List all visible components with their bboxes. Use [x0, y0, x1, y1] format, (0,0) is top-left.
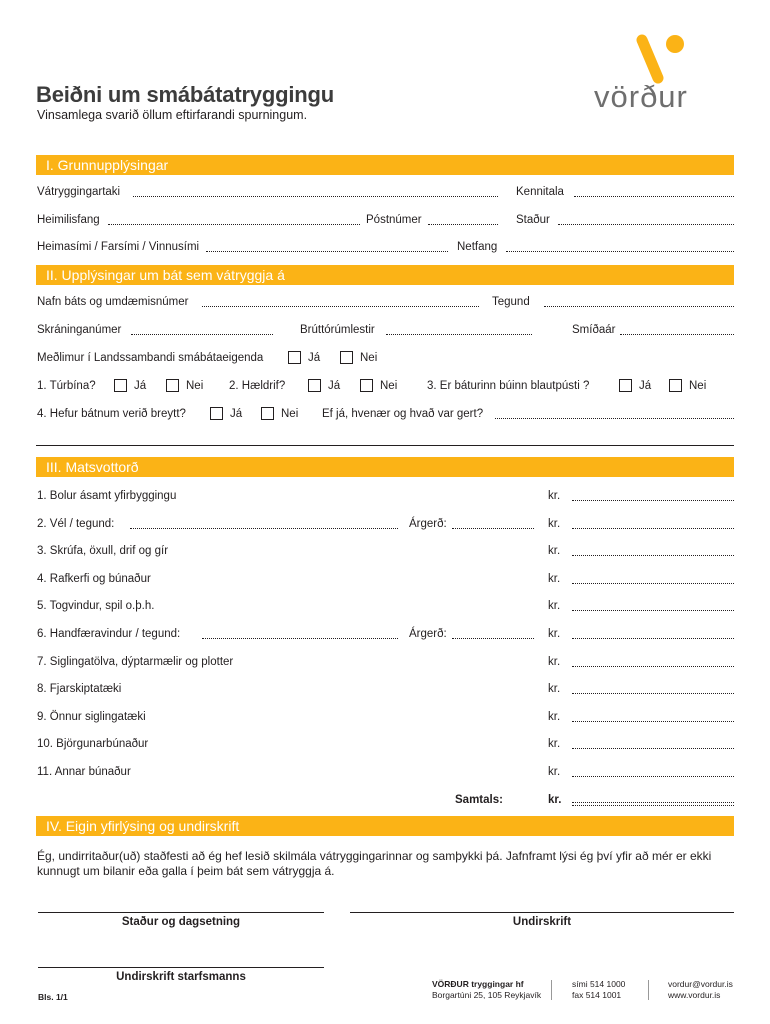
- matsvottord-amount-field[interactable]: [572, 638, 734, 639]
- label-breytt: 4. Hefur bátnum verið breytt?: [37, 408, 186, 420]
- samtals-kr: kr.: [548, 794, 562, 806]
- matsvottord-amount-field[interactable]: [572, 555, 734, 556]
- matsvottord-item-label: 3. Skrúfa, öxull, drif og gír: [37, 545, 169, 557]
- statement-line-2: kunnugt um bilanir eða galla í þeim bát sem vátryggja á.: [37, 864, 335, 878]
- medlimur-nei-label: Nei: [360, 352, 378, 364]
- turbina-ja-checkbox[interactable]: [114, 379, 127, 392]
- label-bruttorumlestir: Brúttórúmlestir: [300, 324, 375, 336]
- label-postnumer: Póstnúmer: [366, 214, 422, 226]
- label-turbina: 1. Túrbína?: [37, 380, 96, 392]
- label-kennitala: Kennitala: [516, 186, 564, 198]
- medlimur-ja-label: Já: [308, 352, 321, 364]
- label-heimilisfang: Heimilisfang: [37, 214, 100, 226]
- matsvottord-type-field[interactable]: [130, 528, 398, 529]
- matsvottord-item-label: 9. Önnur siglingatæki: [37, 711, 146, 723]
- stadur-field[interactable]: [558, 224, 734, 225]
- smidaar-field[interactable]: [620, 334, 734, 335]
- samtals-field-double: [572, 805, 734, 806]
- bruttorumlestir-field[interactable]: [386, 334, 532, 335]
- label-skraninganumer: Skráninganúmer: [37, 324, 122, 336]
- matsvottord-item-label: 11. Annar búnaður: [37, 766, 131, 778]
- section-heading-upplysingar-um-bat: II. Upplýsingar um bát sem vátryggja á: [36, 265, 734, 285]
- turbina-nei-label: Nei: [186, 380, 204, 392]
- footer-divider: [648, 980, 649, 1000]
- label-samtals: Samtals:: [455, 794, 503, 806]
- medlimur-ja-checkbox[interactable]: [288, 351, 301, 364]
- label-vatryggingartaki: Vátryggingartaki: [37, 186, 121, 198]
- matsvottord-kr-label: kr.: [548, 545, 561, 557]
- haeldrif-nei-checkbox[interactable]: [360, 379, 373, 392]
- matsvottord-kr-label: kr.: [548, 766, 561, 778]
- matsvottord-amount-field[interactable]: [572, 666, 734, 667]
- label-smidaar: Smíðaár: [572, 324, 616, 336]
- blautpust-nei-label: Nei: [689, 380, 707, 392]
- matsvottord-item-label: 10. Björgunarbúnaður: [37, 738, 149, 750]
- page-title: Beiðni um smábátatryggingu: [36, 82, 334, 107]
- vatryggingartaki-field[interactable]: [133, 196, 498, 197]
- label-medlimur: Meðlimur í Landssambandi smábátaeigenda: [37, 352, 264, 364]
- footer-email[interactable]: vordur@vordur.is: [668, 979, 733, 989]
- matsvottord-item-label: 4. Rafkerfi og búnaður: [37, 573, 151, 585]
- label-undirskrift: Undirskrift: [512, 916, 572, 928]
- label-netfang: Netfang: [457, 241, 498, 253]
- haeldrif-ja-label: Já: [328, 380, 341, 392]
- matsvottord-type-field[interactable]: [202, 638, 398, 639]
- matsvottord-kr-label: kr.: [548, 683, 561, 695]
- breytt-nei-label: Nei: [281, 408, 299, 420]
- medlimur-nei-checkbox[interactable]: [340, 351, 353, 364]
- undirskrift-starfsmanns-line[interactable]: [38, 967, 324, 968]
- label-blautpust: 3. Er báturinn búinn blautpústi ?: [427, 380, 590, 392]
- matsvottord-amount-field[interactable]: [572, 748, 734, 749]
- samtals-field[interactable]: [572, 802, 734, 803]
- matsvottord-amount-field[interactable]: [572, 610, 734, 611]
- blautpust-nei-checkbox[interactable]: [669, 379, 682, 392]
- matsvottord-amount-field[interactable]: [572, 528, 734, 529]
- breytt-ja-label: Já: [230, 408, 243, 420]
- matsvottord-kr-label: kr.: [548, 711, 561, 723]
- matsvottord-amount-field[interactable]: [572, 721, 734, 722]
- label-nafn-bats: Nafn báts og umdæmisnúmer: [37, 296, 189, 308]
- footer-fax: fax 514 1001: [572, 990, 622, 1000]
- section-heading-matsvottord: III. Matsvottorð: [36, 457, 734, 477]
- netfang-field[interactable]: [506, 251, 734, 252]
- matsvottord-kr-label: kr.: [548, 490, 561, 502]
- stadur-dagsetning-line[interactable]: [38, 912, 324, 913]
- label-undirskrift-starfsmanns: Undirskrift starfsmanns: [116, 971, 246, 983]
- matsvottord-amount-field[interactable]: [572, 500, 734, 501]
- haeldrif-nei-label: Nei: [380, 380, 398, 392]
- matsvottord-item-label: 7. Siglingatölva, dýptarmælir og plotter: [37, 656, 234, 668]
- matsvottord-item-label: 1. Bolur ásamt yfirbyggingu: [37, 490, 177, 502]
- page-number: Bls. 1/1: [38, 992, 68, 1002]
- vordur-logo-text: vörður: [594, 79, 688, 114]
- footer-phone: sími 514 1000: [572, 979, 626, 989]
- footer-address: Borgartúni 25, 105 Reykjavík: [432, 990, 542, 1000]
- breytt-followup-field[interactable]: [495, 418, 734, 419]
- matsvottord-kr-label: kr.: [548, 573, 561, 585]
- matsvottord-item-label: 8. Fjarskiptatæki: [37, 683, 122, 695]
- matsvottord-item-label: 6. Handfæravindur / tegund:: [37, 628, 181, 640]
- label-haeldrif: 2. Hældrif?: [229, 380, 286, 392]
- matsvottord-kr-label: kr.: [548, 738, 561, 750]
- undirskrift-line[interactable]: [350, 912, 734, 913]
- postnumer-field[interactable]: [428, 224, 498, 225]
- simi-field[interactable]: [206, 251, 448, 252]
- heimilisfang-field[interactable]: [108, 224, 360, 225]
- label-breytt-followup: Ef já, hvenær og hvað var gert?: [322, 408, 484, 420]
- breytt-followup-line-2[interactable]: [36, 445, 734, 446]
- matsvottord-amount-field[interactable]: [572, 583, 734, 584]
- matsvottord-kr-label: kr.: [548, 628, 561, 640]
- label-stadur: Staður: [516, 214, 550, 226]
- label-simi: Heimasími / Farsími / Vinnusími: [37, 241, 200, 253]
- footer-company: VÖRÐUR tryggingar hf: [432, 979, 524, 989]
- matsvottord-kr-label: kr.: [548, 518, 561, 530]
- matsvottord-amount-field[interactable]: [572, 693, 734, 694]
- label-argerd: Árgerð:: [409, 518, 447, 530]
- label-tegund: Tegund: [492, 296, 530, 308]
- kennitala-field[interactable]: [574, 196, 734, 197]
- argerd-field[interactable]: [452, 528, 534, 529]
- breytt-ja-checkbox[interactable]: [210, 407, 223, 420]
- matsvottord-item-label: 5. Togvindur, spil o.þ.h.: [37, 600, 155, 612]
- matsvottord-kr-label: kr.: [548, 600, 561, 612]
- tegund-field[interactable]: [544, 306, 734, 307]
- nafn-bats-field[interactable]: [202, 306, 479, 307]
- statement-line-1: Ég, undirritaður(uð) staðfesti að ég hef lesið skilmála vátryggingarinnar og samþykki þá. Jafnframt lýsi ég því yfir að mér er ekki: [37, 849, 712, 863]
- breytt-nei-checkbox[interactable]: [261, 407, 274, 420]
- label-stadur-dagsetning: Staður og dagsetning: [121, 916, 241, 928]
- matsvottord-item-label: 2. Vél / tegund:: [37, 518, 115, 530]
- page-subtitle: Vinsamlega svarið öllum eftirfarandi spurningum.: [37, 108, 308, 122]
- matsvottord-kr-label: kr.: [548, 656, 561, 668]
- label-argerd: Árgerð:: [409, 628, 447, 640]
- section-heading-eigin-yfirlysing: IV. Eigin yfirlýsing og undirskrift: [36, 816, 734, 836]
- turbina-nei-checkbox[interactable]: [166, 379, 179, 392]
- blautpust-ja-checkbox[interactable]: [619, 379, 632, 392]
- matsvottord-amount-field[interactable]: [572, 776, 734, 777]
- argerd-field[interactable]: [452, 638, 534, 639]
- turbina-ja-label: Já: [134, 380, 147, 392]
- footer-web[interactable]: www.vordur.is: [668, 990, 721, 1000]
- blautpust-ja-label: Já: [639, 380, 652, 392]
- skraninganumer-field[interactable]: [131, 334, 273, 335]
- footer-divider: [551, 980, 552, 1000]
- haeldrif-ja-checkbox[interactable]: [308, 379, 321, 392]
- section-heading-grunnupplysingar: I. Grunnupplýsingar: [36, 155, 734, 175]
